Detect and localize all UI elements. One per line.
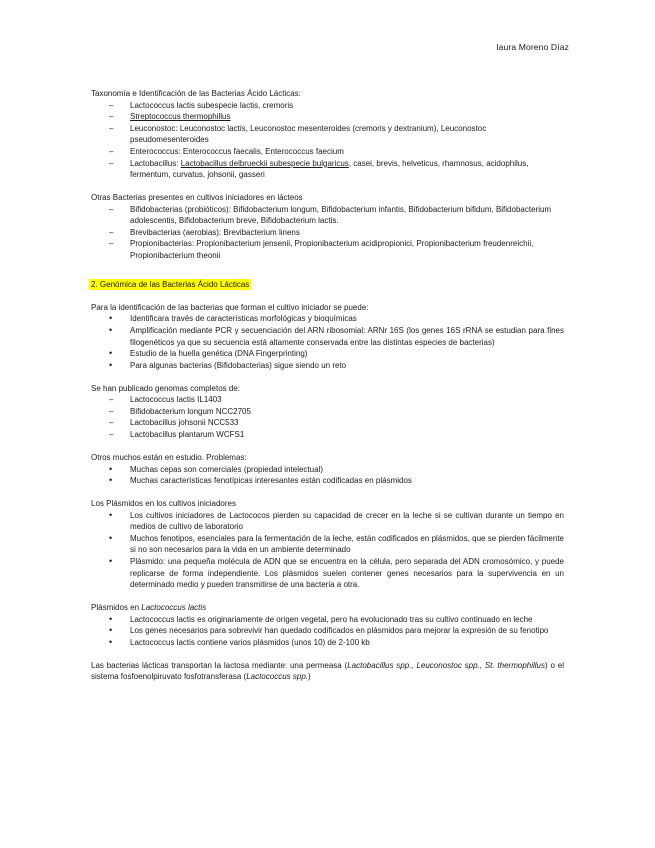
bullet-dot bbox=[109, 475, 123, 487]
taxonomy-title: Taxonomía e Identificación de las Bacterias Ácido Lácticas: bbox=[91, 89, 301, 98]
list-item: – Propionibacterias: Propionibacterium jensenii, Propionibacterium acidipropionici, Propionibacterium freudenreichii, Propionibacterium theonii bbox=[91, 238, 564, 261]
dash-bullet bbox=[109, 204, 123, 216]
list-item: – Brevibacterias (aerobias): Brevibacterium linens bbox=[91, 227, 564, 239]
lactose-transport-paragraph: Las bacterias lácticas transportan la lactosa mediante: una permeasa (Lactobacillus spp., Leuconostoc spp., St. thermophillus) o el sistema fosfoenolpiruvato fosfotransferasa (Lactococcus spp.) bbox=[91, 660, 564, 682]
dash-bullet bbox=[109, 158, 123, 170]
bullet-dot bbox=[109, 533, 123, 545]
list-item: – Lactobacillus: Lactobacillus delbrueckii subespecie bulgaricus, casei, brevis, helveticus, rhamnosus, acidophilus, fermentum, curvatus, johsonii, gasseri bbox=[91, 158, 564, 181]
list-item: • Identificara través de características morfológicas y bioquímicas bbox=[91, 313, 564, 325]
bullet-dot bbox=[109, 325, 123, 337]
list-item: – Lactococcus lactis subespecie lactis, cremoris bbox=[91, 100, 564, 112]
list-item: – Enterococcus: Enterococcus faecalis, Enterococcus faecium bbox=[91, 146, 564, 158]
bullet-dot bbox=[109, 556, 123, 568]
dash-bullet bbox=[109, 429, 123, 441]
bullet-dot bbox=[109, 637, 123, 649]
list-item: – Lactobacillus plantarum WCFS1 bbox=[91, 429, 564, 441]
bullet-dot bbox=[109, 625, 123, 637]
list-item: • Los genes necesarios para sobrevivir han quedado codificados en plásmidos para mejorar la expresión de su fenotipo bbox=[91, 625, 564, 637]
list-item: – Streptococcus thermophillus bbox=[91, 111, 564, 123]
document-body bbox=[91, 88, 564, 683]
list-item: – Bifidobacterias (probióticos): Bifidobacterium longum, Bifidobacterium infantis, Bifidobacterium bifidum, Bifidobacterium adolescentis, Bifidobacterium breve, Bifidobacterium lactis. bbox=[91, 204, 564, 227]
dash-bullet bbox=[109, 123, 123, 135]
author-name: laura Moreno Díaz bbox=[496, 42, 569, 52]
list-item: • Muchas cepas son comerciales (propiedad intelectual) bbox=[91, 464, 564, 476]
bullet-dot bbox=[109, 313, 123, 325]
dash-bullet bbox=[109, 146, 123, 158]
dash-bullet bbox=[109, 417, 123, 429]
problems-list bbox=[91, 464, 564, 487]
lactis-plasmids-title: Plásmidos en Lactococcus lactis bbox=[91, 603, 207, 613]
dash-bullet bbox=[109, 238, 123, 250]
list-item: – Bifidobacterium longum NCC2705 bbox=[91, 406, 564, 418]
other-bacteria-list bbox=[91, 204, 564, 262]
list-item: • Plásmido: una pequeña molécula de ADN que se encuentra en la célula, pero separada del ADN cromosómico, y puede replicarse de forma independiente. Los plásmidos suelen contener genes necesarios para la supervivencia en un determinado medio y pueden transmitirse de una bacteria a otra. bbox=[91, 556, 564, 591]
dash-bullet bbox=[109, 227, 123, 239]
list-item: • Amplificación mediante PCR y secuenciación del ARN ribosomial: ARNr 16S (los genes 16S rRNA se estudian para fines filogenéticos ya que su secuencia está altamente conservada entre las distintas especies de bacterias) bbox=[91, 325, 564, 348]
bullet-dot bbox=[109, 510, 123, 522]
bullet-dot bbox=[109, 464, 123, 476]
dash-bullet bbox=[109, 394, 123, 406]
lactis-plasmids-list bbox=[91, 614, 564, 649]
plasmids-list bbox=[91, 510, 564, 591]
list-item: • Los cultivos iniciadores de Lactococos pierden su capacidad de crecer en la leche si se cultivan durante un tiempo en medios de cultivo de laboratorio bbox=[91, 510, 564, 533]
list-item: – Lactobacillus johsonii NCC533 bbox=[91, 417, 564, 429]
list-item: – Lactococcus lactis IL1403 bbox=[91, 394, 564, 406]
bullet-dot bbox=[109, 348, 123, 360]
plasmids-title: Los Plásmidos en los cultivos iniciadores bbox=[91, 499, 236, 508]
other-bacteria-title: Otras Bacterias presentes en cultivos iniciadores en lácteos bbox=[91, 193, 303, 203]
section-heading: 2. Genómica de las Bacterias Ácido Lácticas bbox=[91, 279, 250, 289]
dash-bullet bbox=[109, 100, 123, 112]
list-item: • Muchas características fenotípicas interesantes están codificadas en plásmidos bbox=[91, 475, 564, 487]
bullet-dot bbox=[109, 614, 123, 626]
dash-bullet bbox=[109, 406, 123, 418]
list-item: • Muchos fenotipos, esenciales para la fermentación de la leche, están codificados en plásmidos, que se pierden fácilmente si no son necesarios para la vida en un ambiente determinado bbox=[91, 533, 564, 556]
identification-list bbox=[91, 313, 564, 371]
identification-title: Para la identificación de las bacterias que forman el cultivo iniciador se puede: bbox=[91, 302, 369, 312]
bullet-dot bbox=[109, 360, 123, 372]
dash-bullet bbox=[109, 111, 123, 123]
list-item: • Lactococcus lactis contiene varios plásmidos (unos 10) de 2-100 kb bbox=[91, 637, 564, 649]
genomes-list bbox=[91, 394, 564, 440]
list-item: • Para algunas bacterias (Bifidobacterias) sigue siendo un reto bbox=[91, 360, 564, 372]
problems-title: Otros muchos están en estudio. Problemas: bbox=[91, 452, 247, 462]
list-item: • Lactococcus lactis es originariamente de origen vegetal, pero ha evolucionado tras su cultivo continuado en leche bbox=[91, 614, 564, 626]
genomes-title: Se han publicado genomas completos de: bbox=[91, 383, 240, 393]
taxonomy-list bbox=[91, 100, 564, 181]
list-item: • Estudio de la huella genética (DNA Fingerprinting) bbox=[91, 348, 564, 360]
list-item: – Leuconostoc: Leuconostoc lactis, Leuconostoc mesenteroides (cremoris y dextranium), Leuconostoc pseudomesenteroides bbox=[91, 123, 564, 146]
